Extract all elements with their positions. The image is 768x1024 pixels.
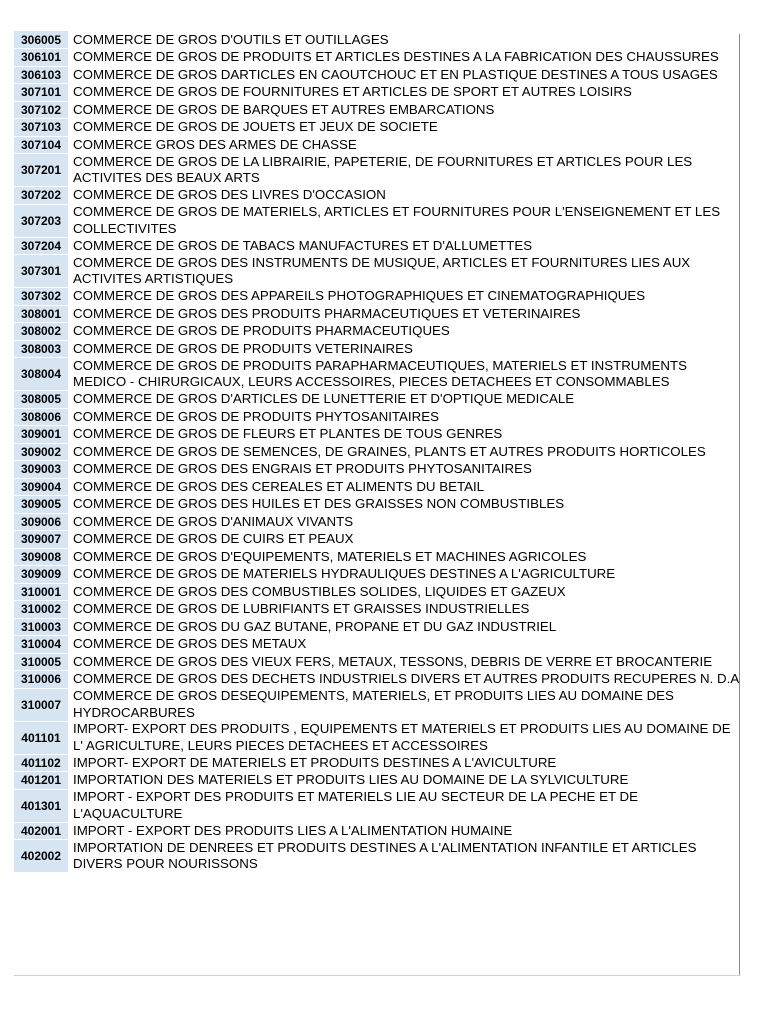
table-row bbox=[14, 408, 740, 426]
activity-code: 308004 bbox=[14, 358, 68, 391]
table-row bbox=[14, 496, 740, 514]
activity-label: COMMERCE DE GROS DES METAUX bbox=[73, 636, 307, 651]
activity-label: COMMERCE DE GROS DES INSTRUMENTS DE MUSIQUE, ARTICLES ET FOURNITURES LIES AUX ACTIVITES ARTISTIQUES bbox=[73, 254, 691, 286]
table-row bbox=[14, 154, 740, 187]
activity-code: 310001 bbox=[14, 583, 68, 601]
activity-label: COMMERCE DE GROS DE PRODUITS VETERINAIRES bbox=[73, 340, 413, 356]
activity-label: IMPORT- EXPORT DES PRODUITS , EQUIPEMENTS ET MATERIELS ET PRODUITS LIES AU DOMAINE DE L' AGRICULTURE, LEURS PIECES DETACHEES ET ACCESSOIRES bbox=[73, 721, 731, 753]
table-row bbox=[14, 636, 740, 654]
activity-label: COMMERCE DE GROS DE PRODUITS ET ARTICLES DESTINES A LA FABRICATION DES CHAUSSURES bbox=[73, 49, 719, 64]
table-row bbox=[14, 84, 740, 102]
activity-code: 310007 bbox=[14, 688, 68, 721]
activity-label: COMMERCE DE GROS DE SEMENCES, DE GRAINES, PLANTS ET AUTRES PRODUITS HORTICOLES bbox=[73, 443, 706, 459]
table-row bbox=[14, 478, 740, 496]
activity-label: COMMERCE DE GROS DE LA LIBRAIRIE, PAPETERIE, DE FOURNITURES ET ARTICLES POUR LES ACTIVITES DES BEAUX ARTS bbox=[73, 153, 693, 185]
activity-label: COMMERCE DE GROS DE CUIRS ET PEAUX bbox=[73, 531, 354, 546]
table-row bbox=[14, 288, 740, 306]
activity-code: 307101 bbox=[14, 84, 68, 102]
table-row bbox=[14, 358, 740, 391]
code-table bbox=[14, 31, 740, 873]
activity-code: 309005 bbox=[14, 496, 68, 514]
activity-code: 309002 bbox=[14, 443, 68, 461]
activity-code: 307102 bbox=[14, 101, 68, 119]
activity-label: COMMERCE DE GROS D'ARTICLES DE LUNETTERIE ET D'OPTIQUE MEDICALE bbox=[73, 391, 575, 406]
activity-code: 308006 bbox=[14, 408, 68, 426]
activity-label: COMMERCE DE GROS DE PRODUITS PHARMACEUTIQUES bbox=[73, 323, 450, 338]
table-row bbox=[14, 653, 740, 671]
activity-label: COMMERCE GROS DES ARMES DE CHASSE bbox=[73, 136, 357, 152]
activity-code: 308001 bbox=[14, 305, 68, 323]
table-row bbox=[14, 754, 740, 772]
activity-code: 310005 bbox=[14, 653, 68, 671]
table-row bbox=[14, 237, 740, 255]
activity-label: COMMERCE DE GROS DES PRODUITS PHARMACEUTIQUES ET VETERINAIRES bbox=[73, 305, 581, 321]
activity-label: COMMERCE DE GROS D'EQUIPEMENTS, MATERIELS ET MACHINES AGRICOLES bbox=[73, 548, 587, 564]
activity-label: COMMERCE DE GROS DE LUBRIFIANTS ET GRAISSES INDUSTRIELLES bbox=[73, 601, 530, 616]
activity-code: 309006 bbox=[14, 513, 68, 531]
activity-code: 307201 bbox=[14, 154, 68, 187]
activity-label: COMMERCE DE GROS DES DECHETS INDUSTRIELS DIVERS ET AUTRES PRODUITS RECUPERES N. D.A bbox=[73, 671, 740, 686]
table-row bbox=[14, 204, 740, 237]
activity-code: 307202 bbox=[14, 187, 68, 205]
table-row bbox=[14, 119, 740, 137]
table-row bbox=[14, 187, 740, 205]
activity-label: COMMERCE DE GROS DESEQUIPEMENTS, MATERIELS, ET PRODUITS LIES AU DOMAINE DES HYDROCARBURES bbox=[73, 688, 674, 720]
activity-label: COMMERCE DE GROS DE JOUETS ET JEUX DE SOCIETE bbox=[73, 119, 438, 134]
activity-label: COMMERCE DE GROS DE TABACS MANUFACTURES ET D'ALLUMETTES bbox=[73, 237, 533, 253]
table-row bbox=[14, 671, 740, 689]
activity-label: IMPORTATION DES MATERIELS ET PRODUITS LIES AU DOMAINE DE LA SYLVICULTURE bbox=[73, 772, 629, 787]
activity-code: 402001 bbox=[14, 822, 68, 840]
activity-label: COMMERCE DE GROS DES VIEUX FERS, METAUX, TESSONS, DEBRIS DE VERRE ET BROCANTERIE bbox=[73, 653, 713, 669]
activity-code: 401201 bbox=[14, 772, 68, 790]
activity-label: COMMERCE DE GROS DE MATERIELS, ARTICLES ET FOURNITURES POUR L'ENSEIGNEMENT ET LES COLLECTIVITES bbox=[73, 204, 721, 236]
table-row bbox=[14, 688, 740, 721]
table-row bbox=[14, 721, 740, 754]
activity-code: 309001 bbox=[14, 426, 68, 444]
activity-code: 307203 bbox=[14, 204, 68, 237]
table-row bbox=[14, 513, 740, 531]
table-row bbox=[14, 789, 740, 822]
activity-code: 307104 bbox=[14, 136, 68, 154]
activity-label: COMMERCE DE GROS DES LIVRES D'OCCASION bbox=[73, 187, 386, 202]
activity-label: COMMERCE DE GROS DES APPAREILS PHOTOGRAPHIQUES ET CINEMATOGRAPHIQUES bbox=[73, 288, 646, 303]
table-row bbox=[14, 391, 740, 409]
activity-code: 307301 bbox=[14, 255, 68, 288]
activity-label: IMPORT - EXPORT DES PRODUITS LIES A L'ALIMENTATION HUMAINE bbox=[73, 822, 513, 838]
activity-label: COMMERCE DE GROS DES CEREALES ET ALIMENTS DU BETAIL bbox=[73, 478, 485, 494]
activity-code: 310004 bbox=[14, 636, 68, 654]
activity-code: 308002 bbox=[14, 323, 68, 341]
table-row bbox=[14, 101, 740, 119]
activity-label: COMMERCE DE GROS DARTICLES EN CAOUTCHOUC ET EN PLASTIQUE DESTINES A TOUS USAGES bbox=[73, 66, 718, 82]
activity-code: 309004 bbox=[14, 478, 68, 496]
activity-code: 308005 bbox=[14, 391, 68, 409]
activity-label: COMMERCE DE GROS DU GAZ BUTANE, PROPANE ET DU GAZ INDUSTRIEL bbox=[73, 618, 557, 634]
activity-label: COMMERCE DE GROS D'ANIMAUX VIVANTS bbox=[73, 513, 354, 529]
activity-label: COMMERCE DE GROS DES COMBUSTIBLES SOLIDES, LIQUIDES ET GAZEUX bbox=[73, 583, 566, 599]
table-row bbox=[14, 772, 740, 790]
table-row bbox=[14, 566, 740, 584]
activity-code-table bbox=[14, 31, 740, 873]
activity-code: 306101 bbox=[14, 49, 68, 67]
table-row bbox=[14, 305, 740, 323]
table-row bbox=[14, 49, 740, 67]
activity-label: COMMERCE DE GROS DE FOURNITURES ET ARTICLES DE SPORT ET AUTRES LOISIRS bbox=[73, 84, 632, 99]
table-row bbox=[14, 426, 740, 444]
activity-code: 309009 bbox=[14, 566, 68, 584]
activity-code: 306103 bbox=[14, 66, 68, 84]
table-row bbox=[14, 618, 740, 636]
activity-code: 309003 bbox=[14, 461, 68, 479]
table-row bbox=[14, 443, 740, 461]
activity-code: 401101 bbox=[14, 721, 68, 754]
activity-code: 309007 bbox=[14, 531, 68, 549]
activity-label: COMMERCE DE GROS DES ENGRAIS ET PRODUITS PHYTOSANITAIRES bbox=[73, 461, 532, 476]
activity-label: COMMERCE DE GROS DE BARQUES ET AUTRES EMBARCATIONS bbox=[73, 101, 495, 117]
activity-label: IMPORT - EXPORT DES PRODUITS ET MATERIELS LIE AU SECTEUR DE LA PECHE ET DE L'AQUACULTURE bbox=[73, 789, 639, 821]
table-row bbox=[14, 340, 740, 358]
table-row bbox=[14, 461, 740, 479]
table-row bbox=[14, 136, 740, 154]
activity-label: COMMERCE DE GROS DE FLEURS ET PLANTES DE TOUS GENRES bbox=[73, 426, 503, 441]
table-row bbox=[14, 66, 740, 84]
activity-label: IMPORT- EXPORT DE MATERIELS ET PRODUITS DESTINES A L'AVICULTURE bbox=[73, 754, 557, 770]
activity-code: 402002 bbox=[14, 840, 68, 873]
table-row bbox=[14, 255, 740, 288]
table-row bbox=[14, 822, 740, 840]
activity-label: COMMERCE DE GROS DE PRODUITS PARAPHARMACEUTIQUES, MATERIELS ET INSTRUMENTS MEDICO - CHIRURGICAUX, LEURS ACCESSOIRES, PIECES DETACHEES ET CONSOMMABLES bbox=[73, 357, 687, 389]
activity-code: 401102 bbox=[14, 754, 68, 772]
activity-code: 310003 bbox=[14, 618, 68, 636]
activity-label: COMMERCE DE GROS D'OUTILS ET OUTILLAGES bbox=[73, 31, 389, 47]
table-row bbox=[14, 601, 740, 619]
table-row bbox=[14, 531, 740, 549]
activity-label: COMMERCE DE GROS DE PRODUITS PHYTOSANITAIRES bbox=[73, 408, 439, 424]
table-right-border bbox=[739, 34, 740, 976]
activity-label: IMPORTATION DE DENREES ET PRODUITS DESTINES A L'ALIMENTATION INFANTILE ET ARTICLES DIVERS POUR NOURISSONS bbox=[73, 839, 697, 871]
activity-code: 307204 bbox=[14, 237, 68, 255]
table-row bbox=[14, 583, 740, 601]
table-row bbox=[14, 548, 740, 566]
activity-code: 306005 bbox=[14, 31, 68, 49]
table-bottom-border bbox=[14, 975, 740, 976]
activity-code: 309008 bbox=[14, 548, 68, 566]
activity-code: 310006 bbox=[14, 671, 68, 689]
activity-code: 307302 bbox=[14, 288, 68, 306]
activity-code: 401301 bbox=[14, 789, 68, 822]
activity-label: COMMERCE DE GROS DE MATERIELS HYDRAULIQUES DESTINES A L'AGRICULTURE bbox=[73, 566, 616, 581]
activity-code: 307103 bbox=[14, 119, 68, 137]
table-row bbox=[14, 323, 740, 341]
activity-code: 308003 bbox=[14, 340, 68, 358]
activity-code: 310002 bbox=[14, 601, 68, 619]
table-row bbox=[14, 31, 740, 49]
activity-label: COMMERCE DE GROS DES HUILES ET DES GRAISSES NON COMBUSTIBLES bbox=[73, 496, 565, 511]
table-row bbox=[14, 840, 740, 873]
table-body bbox=[14, 31, 740, 873]
